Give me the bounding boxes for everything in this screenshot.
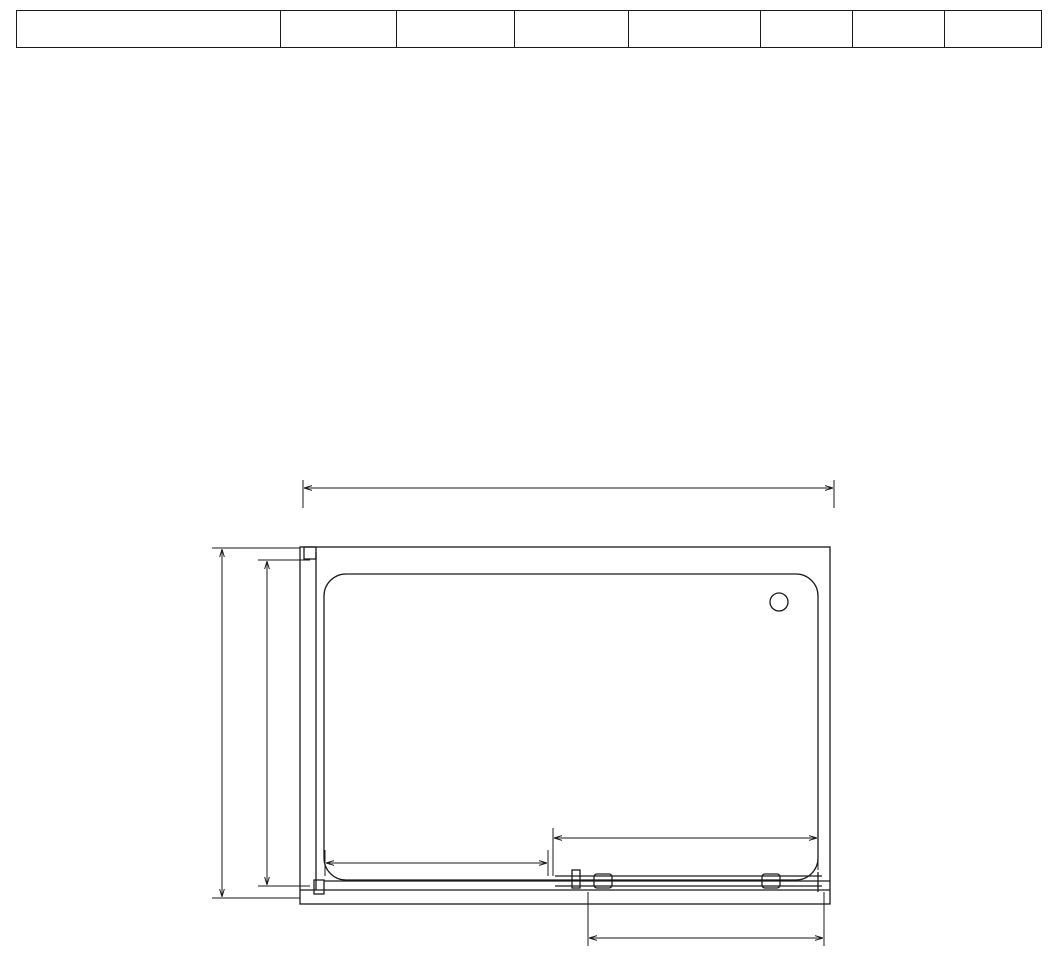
header-a [397, 11, 515, 48]
header-b [515, 11, 629, 48]
table-header-row [17, 11, 1042, 48]
drain-icon [770, 593, 788, 611]
shower-plan-diagram [0, 440, 1052, 956]
header-d [761, 11, 853, 48]
header-type [17, 11, 281, 48]
corner-post [304, 547, 316, 559]
shower-tray [324, 574, 818, 880]
header-size [281, 11, 397, 48]
header-f [945, 11, 1042, 48]
enclosure-outline [300, 547, 830, 904]
header-c [629, 11, 761, 48]
header-e [853, 11, 945, 48]
door-handle [572, 870, 580, 888]
dimensions-table [16, 10, 1042, 399]
